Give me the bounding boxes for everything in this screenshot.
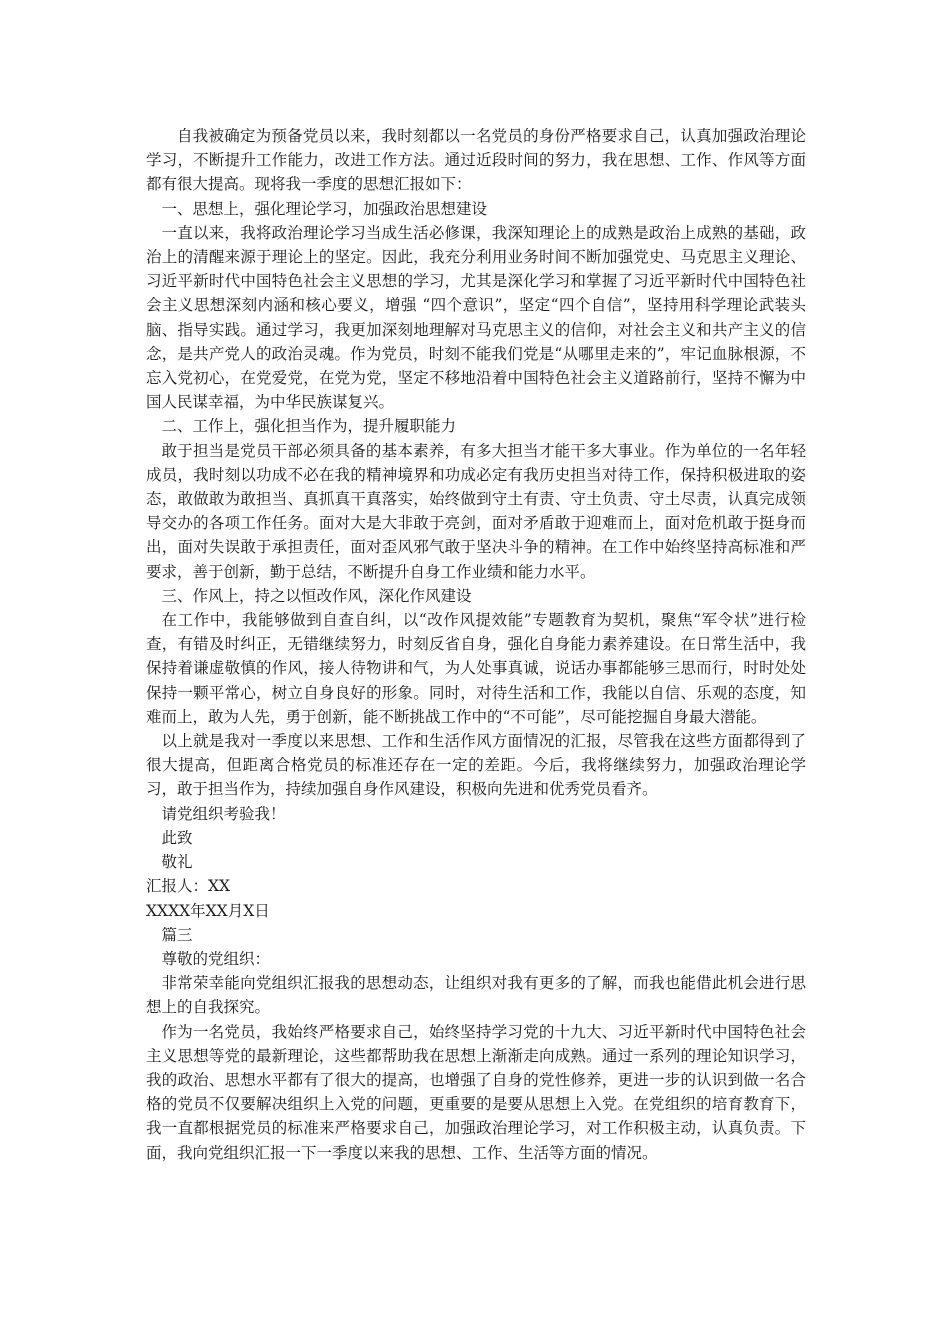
section-heading-1: 一、思想上，强化理论学习，加强政治思想建设 [161,199,488,218]
intro-paragraph: 自我被确定为预备党员以来，我时刻都以一名党员的身份严格要求自己，认真加强政治理论学习，不断提升工作能力，改进工作方法。通过近段时间的努力，我在思想、工作、作风等方面都有很大提高。现将我一季度的思想汇报如下： [146,127,806,194]
letter-body-paragraph: 作为一名党员，我始终严格要求自己，始终坚持学习党的十九大、习近平新时代中国特色社会主义思想等党的最新理论，这些都帮助我在思想上渐渐走向成熟。通过一系列的理论知识学习，我的政治、思想水平都有了很大的提高，也增强了自身的党性修养，更进一步的认识到做一名合格的党员不仅要解决组织上入党的问题，更重要的是要从思想上入党。在党组织的培育教育下，我一直都根据党员的标准来严格要求自己，加强政治理论学习，对工作积极主动，认真负责。下面，我向党组织汇报一下一季度以来我的思想、工作、生活等方面的情况。 [146,1022,806,1162]
document-body [146,124,806,1165]
letter-opening-paragraph: 非常荣幸能向党组织汇报我的思想动态，让组织对我有更多的了解，而我也能借此机会进行思想上的自我探究。 [146,974,806,1017]
report-date: XXXX年XX月X日 [146,901,270,920]
section-1-paragraph: 一直以来，我将政治理论学习当成生活必修课，我深知理论上的成熟是政治上成熟的基础，政治上的清醒来源于理论上的坚定。因此，我充分利用业务时间不断加强党史、马克思主义理论、习近平新时代中国特色社会主义思想的学习，尤其是深化学习和掌握了习近平新时代中国特色社会主义思想深刻内涵和核心要义，增强 “四个意识”，坚定“四个自信”，坚持用科学理论武装头脑、指导实践。通过学习，我更加深刻地理解对马克思主义的信仰，对社会主义和共产主义的信念，是共产党人的政治灵魂。作为党员，时刻不能我们党是“从哪里走来的”，牢记血脉根源，不忘入党初心，在党爱党，在党为党，坚定不移地沿着中国特色社会主义道路前行，坚持不懈为中国人民谋幸福，为中华民族谋复兴。 [146,223,806,412]
part-heading: 篇三 [161,925,193,944]
section-heading-2: 二、工作上，强化担当作为，提升履职能力 [161,417,457,436]
reporter-signature: 汇报人：XX [146,877,231,896]
closing-request: 请党组织考验我！ [161,804,286,823]
section-3-paragraph: 在工作中，我能够做到自查自纠，以“改作风提效能”专题教育为契机，聚焦“军令状”进行检查，有错及时纠正，无错继续努力，时刻反省自身，强化自身能力素养建设。在日常生活中，我保持着谦虚敬慎的作风，接人待物讲和气，为人处事真诚，说话办事都能够三思而行，时时处处保持一颗平常心，树立自身良好的形象。同时，对待生活和工作，我能以自信、乐观的态度，知难而上，敢为人先，勇于创新，能不断挑战工作中的“不可能”，尽可能挖掘自身最大潜能。 [146,611,806,726]
closing-salutation: 此致 [161,828,193,847]
section-2-paragraph: 敢于担当是党员干部必须具备的基本素养，有多大担当才能干多大事业。作为单位的一名年轻成员，我时刻以功成不必在我的精神境界和功成必定有我历史担当对待工作，保持积极进取的姿态，敢做敢为敢担当、真抓真干真落实，始终做到守土有责、守土负责、守土尽责，认真完成领导交办的各项工作任务。面对大是大非敢于亮剑，面对矛盾敢于迎难而上，面对危机敢于挺身而出，面对失误敢于承担责任，面对歪风邪气敢于坚决斗争的精神。在工作中始终坚持高标准和严要求，善于创新，勤于总结，不断提升自身工作业绩和能力水平。 [146,441,806,581]
letter-greeting: 尊敬的党组织： [161,949,271,968]
section-heading-3: 三、作风上，持之以恒改作风，深化作风建设 [161,586,472,605]
closing-respect: 敬礼 [161,853,193,872]
summary-paragraph: 以上就是我对一季度以来思想、工作和生活作风方面情况的汇报，尽管我在这些方面都得到了很大提高，但距离合格党员的标准还存在一定的差距。今后，我将继续努力，加强政治理论学习，敢于担当作为，持续加强自身作风建设，积极向先进和优秀党员看齐。 [146,732,806,799]
